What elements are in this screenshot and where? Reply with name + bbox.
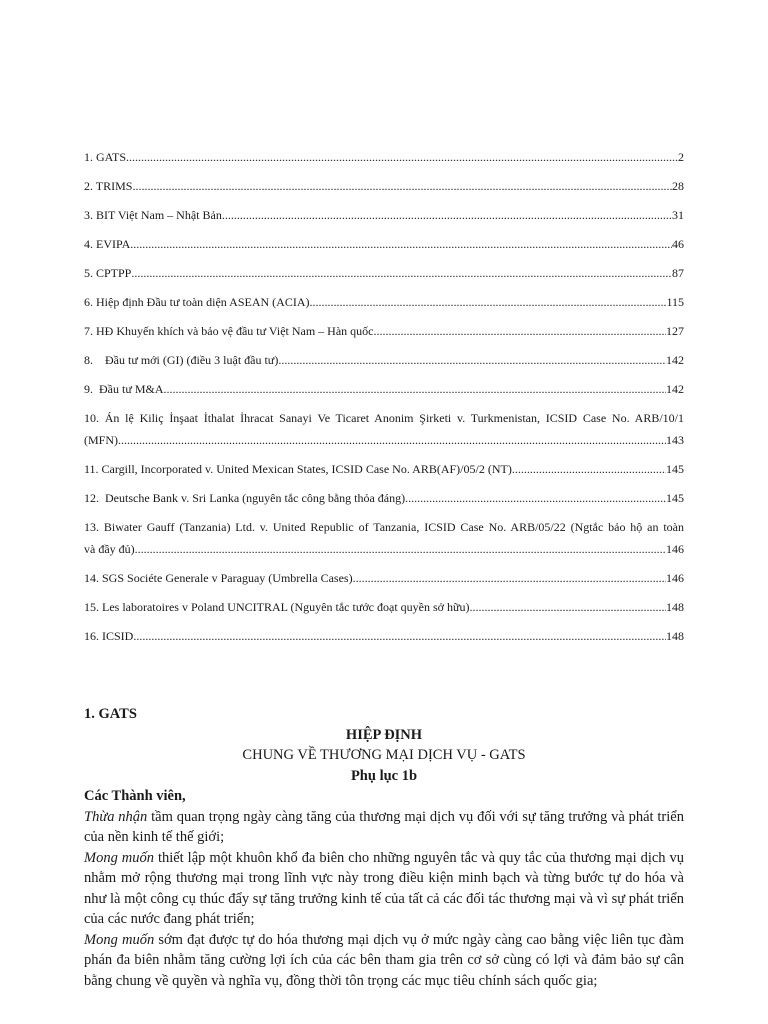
document-page bbox=[84, 0, 684, 1024]
toc-entry-3[interactable]: 3. BIT Việt Nam – Nhật Bản ..... 31 bbox=[84, 204, 684, 226]
toc-entry-13[interactable]: 13. Biwater Gauff (Tanzania) Ltd. v. United Republic of Tanzania, ICSID Case No. ARB/05/22 (Ngtắc bảo hộ an toàn và đầy đủ) ..... 146 bbox=[84, 516, 684, 560]
toc-entry-16[interactable]: 16. ICSID ..... 148 bbox=[84, 625, 684, 647]
members-heading: Các Thành viên, bbox=[84, 788, 186, 804]
toc-entry-8[interactable]: 8. Đầu tư mới (GI) (điều 3 luật đầu tư) ..... 142 bbox=[84, 349, 684, 371]
agreement-subtitle: CHUNG VỀ THƯƠNG MẠI DỊCH VỤ - GATS bbox=[242, 747, 526, 763]
toc-entry-2[interactable]: 2. TRIMS ..... 28 bbox=[84, 175, 684, 197]
toc-entry-4[interactable]: 4. EVIPA ..... 46 bbox=[84, 233, 684, 255]
section-heading: 1. GATS bbox=[84, 706, 137, 722]
toc-entry-14[interactable]: 14. SGS Sociéte Generale v Paraguay (Umbrella Cases) ..... 146 bbox=[84, 567, 684, 589]
toc-entry-6[interactable]: 6. Hiệp định Đầu tư toàn diện ASEAN (ACIA) ..... 115 bbox=[84, 291, 684, 313]
toc-entry-5[interactable]: 5. CPTPP ..... 87 bbox=[84, 262, 684, 284]
toc-entry-11[interactable]: 11. Cargill, Incorporated v. United Mexican States, ICSID Case No. ARB(AF)/05/2 (NT) ..... 145 bbox=[84, 458, 684, 480]
toc-entry-10[interactable]: 10. Án lệ Kiliç İnşaat İthalat İhracat Sanayi Ve Ticaret Anonim Şirketi v. Turkmenistan, ICSID Case No. ARB/10/1 (MFN) ..... 143 bbox=[84, 407, 684, 451]
agreement-title: HIỆP ĐỊNH bbox=[345, 726, 423, 743]
table-of-contents bbox=[84, 146, 684, 654]
toc-entry-15[interactable]: 15. Les laboratoires v Poland UNCITRAL (Nguyên tắc tước đoạt quyền sở hữu) ..... 148 bbox=[84, 596, 684, 618]
preamble-paragraph-3: Mong muốn sớm đạt được tự do hóa thương mại dịch vụ ở mức ngày càng cao bằng việc liên tục đàm phán đa biên nhằm tăng cường lợi ích của các bên tham gia trên cơ sở cùng có lợi và đảm bảo sự cân bằng chung về quyền và nghĩa vụ, đồng thời tôn trọng các mục tiêu chính sách quốc gia; bbox=[84, 931, 685, 989]
document-body bbox=[84, 704, 684, 991]
toc-entry-9[interactable]: 9. Đầu tư M&A ..... 142 bbox=[84, 378, 684, 400]
toc-entry-1[interactable]: 1. GATS ..... 2 bbox=[84, 146, 684, 168]
preamble-paragraph-1: Thừa nhận tầm quan trọng ngày càng tăng của thương mại dịch vụ đối với sự tăng trưởng và phát triển của nền kinh tế thế giới; bbox=[84, 808, 684, 845]
toc-entry-7[interactable]: 7. HĐ Khuyến khích và bảo vệ đầu tư Việt Nam – Hàn quốc ..... 127 bbox=[84, 320, 684, 342]
annex-label: Phụ lục 1b bbox=[350, 767, 418, 784]
preamble-paragraph-2: Mong muốn thiết lập một khuôn khổ đa biên cho những nguyên tắc và quy tắc của thương mại dịch vụ nhằm mở rộng thương mại trong lĩnh vực này trong điều kiện minh bạch và từng bước tự do hóa và như là một công cụ thúc đẩy sự tăng trưởng kinh tế của tất cả các đối tác thương mại và vì sự phát triển của các nước đang phát triển; bbox=[84, 849, 684, 927]
toc-entry-12[interactable]: 12. Deutsche Bank v. Sri Lanka (nguyên tắc công bằng thỏa đáng) ..... 145 bbox=[84, 487, 684, 509]
